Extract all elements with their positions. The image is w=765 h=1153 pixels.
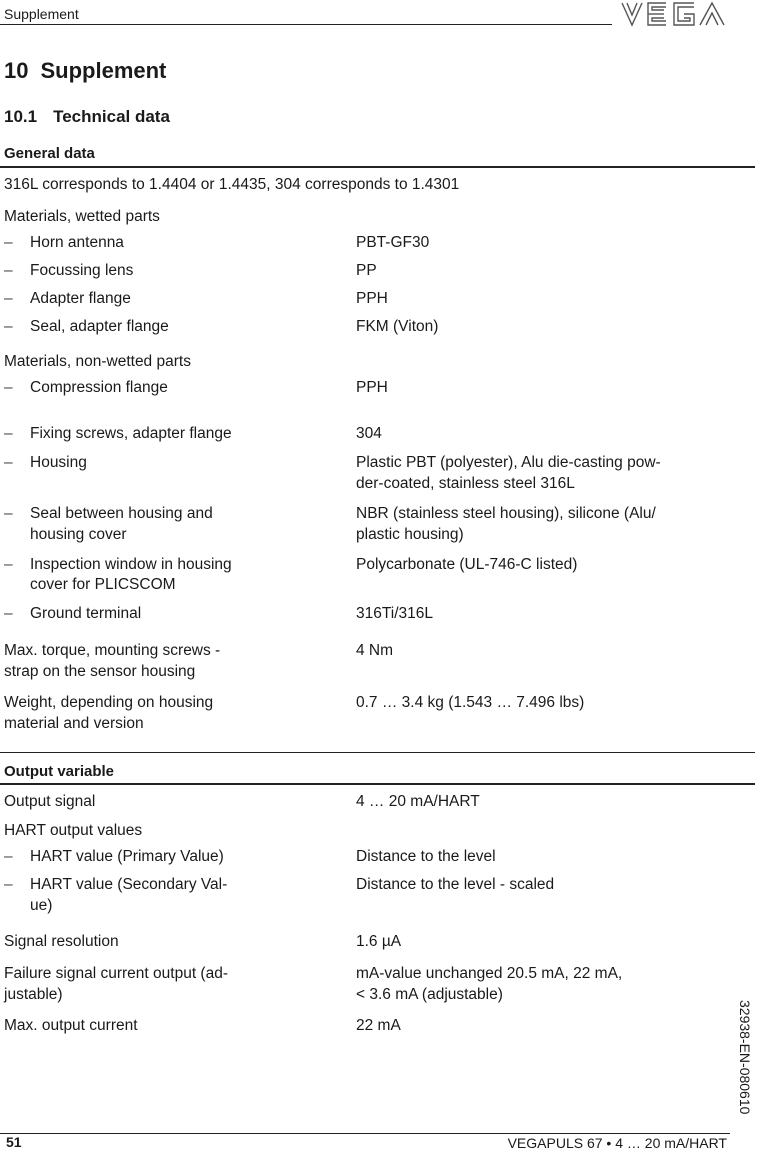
material-note: 316L corresponds to 1.4404 or 1.4435, 304 corresponds to 1.4301 — [4, 176, 460, 193]
spec-label: Failure signal current output (ad- — [4, 965, 229, 982]
spec-value: PP — [356, 262, 377, 279]
spec-label: Output signal — [4, 793, 96, 810]
list-dash: – — [4, 505, 13, 522]
spec-value: 316Ti/316L — [356, 605, 433, 622]
spec-value: FKM (Viton) — [356, 318, 439, 335]
spec-value: PPH — [356, 379, 388, 396]
spec-value: 1.6 µA — [356, 933, 402, 950]
footer-rule — [0, 1133, 730, 1134]
spec-label: HART value (Secondary Val- — [30, 876, 228, 893]
spec-label: Signal resolution — [4, 933, 119, 950]
spec-value: plastic housing) — [356, 526, 464, 543]
spec-value: PPH — [356, 290, 388, 307]
spec-label: ue) — [30, 897, 53, 914]
spec-label: Adapter flange — [30, 290, 131, 307]
spec-value: NBR (stainless steel housing), silicone (Alu/ — [356, 505, 656, 522]
list-dash: – — [4, 876, 13, 893]
spec-value: der-coated, stainless steel 316L — [356, 475, 575, 492]
list-dash: – — [4, 848, 13, 865]
spec-label: Focussing lens — [30, 262, 134, 279]
spec-value: 4 … 20 mA/HART — [356, 793, 480, 810]
spec-value: < 3.6 mA (adjustable) — [356, 986, 503, 1003]
hart-output-label: HART output values — [4, 822, 143, 839]
general-data-rule — [0, 166, 755, 168]
list-dash: – — [4, 379, 13, 396]
wetted-parts-label: Materials, wetted parts — [4, 208, 160, 225]
section-title — [4, 107, 170, 127]
header-title: Supplement — [4, 6, 79, 22]
output-variable-heading: Output variable — [4, 763, 115, 780]
spec-label: Max. output current — [4, 1017, 138, 1034]
spec-label: Horn antenna — [30, 234, 124, 251]
spec-value: Plastic PBT (polyester), Alu die-casting pow- — [356, 454, 661, 471]
chapter-title — [4, 58, 166, 84]
chapter-name: Supplement — [40, 58, 167, 83]
spec-label: HART value (Primary Value) — [30, 848, 224, 865]
list-dash: – — [4, 234, 13, 251]
section-name: Technical data — [53, 107, 170, 126]
header-rule — [0, 24, 612, 25]
chapter-number: 10 — [4, 58, 29, 83]
document-id-text: 32938-EN-080610 — [737, 1000, 753, 1115]
general-data-heading: General data — [4, 145, 95, 162]
spec-label: Max. torque, mounting screws - — [4, 642, 221, 659]
list-dash: – — [4, 425, 13, 442]
output-top-rule — [0, 752, 755, 753]
page-header — [0, 0, 765, 32]
page-number: 51 — [6, 1134, 22, 1150]
section-number: 10.1 — [4, 107, 38, 126]
list-dash: – — [4, 454, 13, 471]
output-variable-rule — [0, 783, 755, 785]
spec-label: Compression flange — [30, 379, 168, 396]
list-dash: – — [4, 290, 13, 307]
spec-value: 22 mA — [356, 1017, 401, 1034]
vega-logo — [618, 0, 730, 30]
spec-label: housing cover — [30, 526, 127, 543]
spec-value: 4 Nm — [356, 642, 394, 659]
list-dash: – — [4, 605, 13, 622]
spec-label: Seal, adapter flange — [30, 318, 169, 335]
spec-value: Distance to the level — [356, 848, 496, 865]
spec-value: Distance to the level - scaled — [356, 876, 555, 893]
spec-label: strap on the sensor housing — [4, 663, 196, 680]
footer-product: VEGAPULS 67 • 4 … 20 mA/HART — [507, 1135, 727, 1151]
spec-value: PBT-GF30 — [356, 234, 430, 251]
spec-label: Inspection window in housing — [30, 556, 232, 573]
spec-label: Housing — [30, 454, 87, 471]
spec-label: material and version — [4, 715, 144, 732]
list-dash: – — [4, 262, 13, 279]
spec-label: Weight, depending on housing — [4, 694, 214, 711]
list-dash: – — [4, 556, 13, 573]
spec-label: Fixing screws, adapter flange — [30, 425, 232, 442]
spec-label: cover for PLICSCOM — [30, 576, 176, 593]
nonwetted-parts-label: Materials, non-wetted parts — [4, 353, 191, 370]
list-dash: – — [4, 318, 13, 335]
spec-value: mA-value unchanged 20.5 mA, 22 mA, — [356, 965, 623, 982]
spec-value: 304 — [356, 425, 382, 442]
spec-label: Ground terminal — [30, 605, 142, 622]
spec-value: 0.7 … 3.4 kg (1.543 … 7.496 lbs) — [356, 694, 585, 711]
spec-label: Seal between housing and — [30, 505, 213, 522]
spec-value: Polycarbonate (UL-746-C listed) — [356, 556, 578, 573]
spec-label: justable) — [4, 986, 63, 1003]
